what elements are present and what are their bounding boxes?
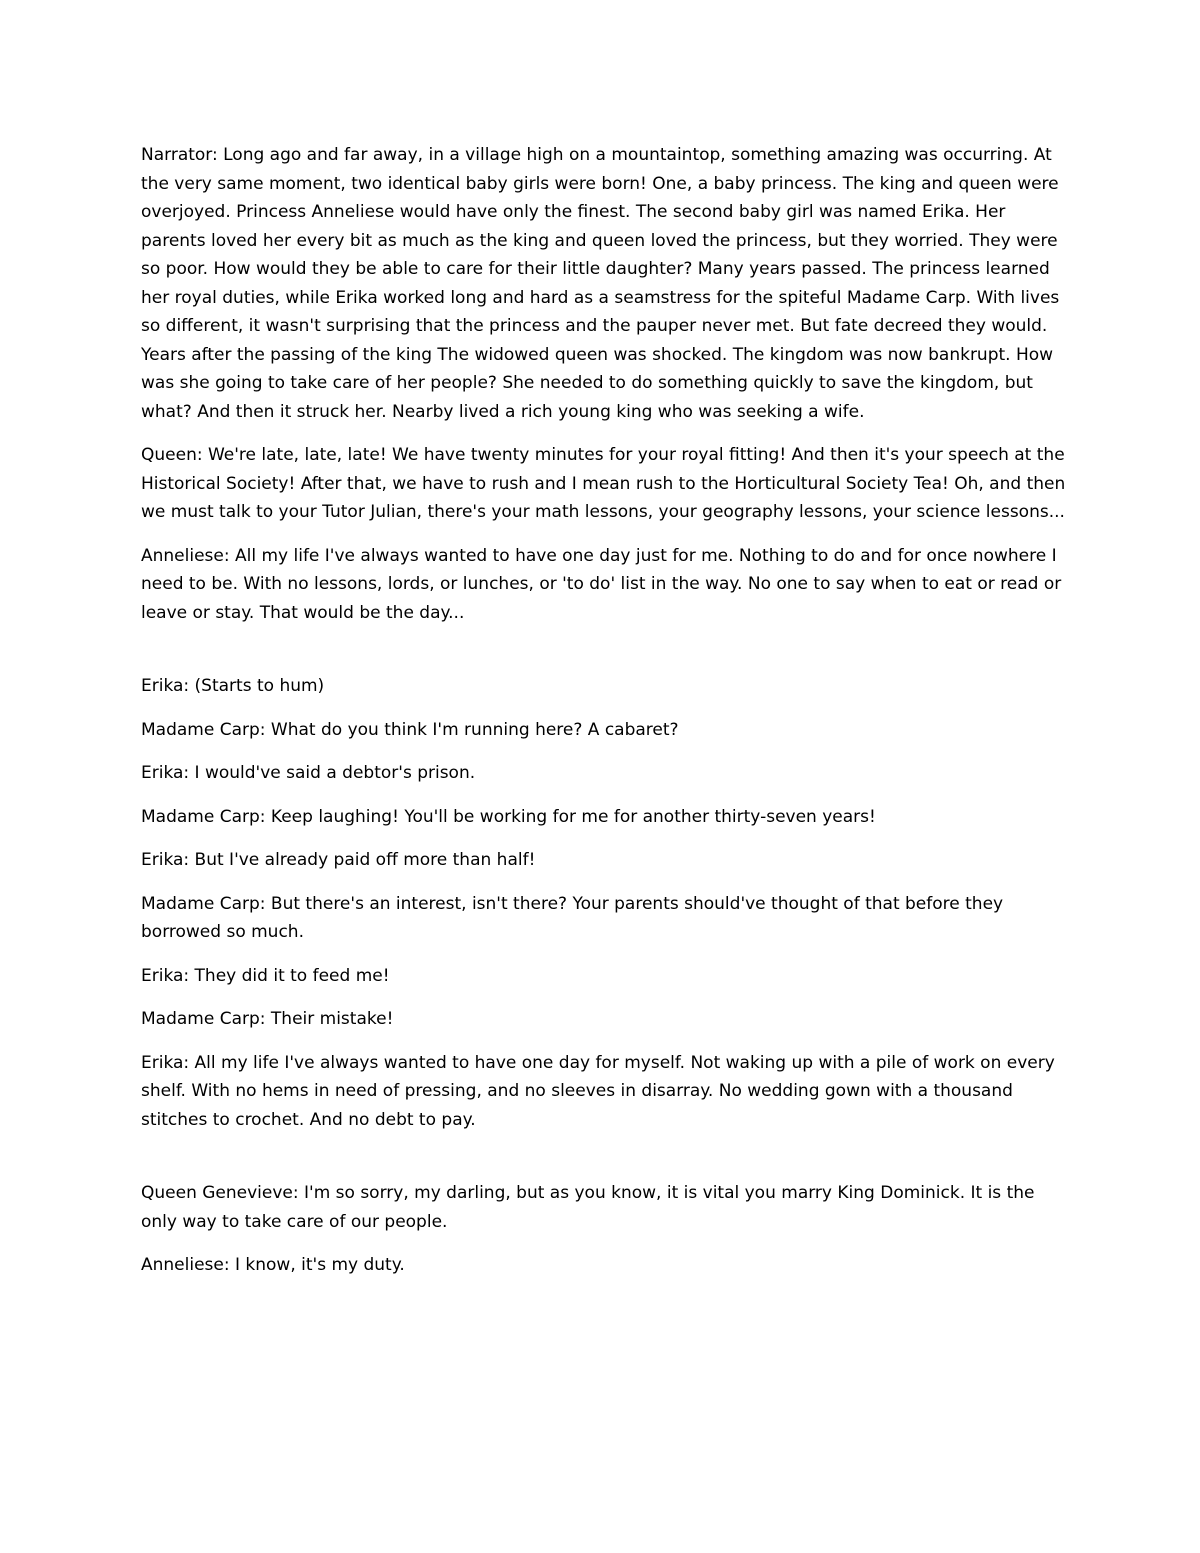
madame-carp-line: Madame Carp: Keep laughing! You'll be working for me for another thirty-seven years!: [141, 806, 876, 827]
narrator-paragraph: Narrator: Long ago and far away, in a village high on a mountaintop, something amazing was occurring. At the very same moment, two identical baby girls were born! One, a baby princess. The king and queen were overjoyed. Princess Anneliese would have only the finest. The second baby girl was named Erika. Her parents loved her every bit as much as the king and queen loved the princess, but they worried. They were so poor. How would they be able to care for their little daughter? Many years passed. The princess learned her royal duties, while Erika worked long and hard as a seamstress for the spiteful Madame Carp. With lives so different, it wasn't surprising that the princess and the pauper never met. But fate decreed they would. Years after the passing of the king The widowed queen was shocked. The kingdom was now bankrupt. How was she going to take care of her people? She needed to do something quickly to save the kingdom, but what? And then it struck her. Nearby lived a rich young king who was seeking a wife.: [141, 145, 1060, 422]
madame-carp-line: Madame Carp: Their mistake!: [141, 1009, 394, 1029]
queen-genevieve-line: Queen Genevieve: I'm so sorry, my darling, but as you know, it is vital you marry King Dominick. It is the only way to take care of our people.: [141, 1183, 1035, 1232]
anneliese-line: Anneliese: All my life I've always wanted to have one day just for me. Nothing to do and for once nowhere I need to be. With no lessons, lords, or lunches, or 'to do' list in the way. No one to say when to eat or read or leave or stay. That would be the day...: [141, 545, 1062, 623]
erika-line: Erika: They did it to feed me!: [141, 965, 390, 986]
erika-line: Erika: (Starts to hum): [141, 676, 325, 696]
madame-carp-line: Madame Carp: But there's an interest, isn't there? Your parents should've thought of that before they borrowed so much.: [141, 893, 1004, 942]
queen-line: Queen: We're late, late, late! We have twenty minutes for your royal fitting! And then it's your speech at the Historical Society! After that, we have to rush and I mean rush to the Horticultural Society Tea! Oh, and then we must talk to your Tutor Julian, there's your math lessons, your geography lessons, your science lessons...: [141, 445, 1066, 522]
erika-line: Erika: But I've already paid off more than half!: [141, 850, 536, 870]
erika-line: Erika: I would've said a debtor's prison.: [141, 763, 476, 783]
madame-carp-line: Madame Carp: What do you think I'm running here? A cabaret?: [141, 719, 679, 740]
document-body: [141, 141, 1066, 1295]
erika-line: Erika: All my life I've always wanted to have one day for myself. Not waking up with a pile of work on every shelf. With no hems in need of pressing, and no sleeves in disarray. No wedding gown with a thousand stitches to crochet. And no debt to pay.: [141, 1052, 1055, 1130]
anneliese-line: Anneliese: I know, it's my duty.: [141, 1255, 405, 1275]
